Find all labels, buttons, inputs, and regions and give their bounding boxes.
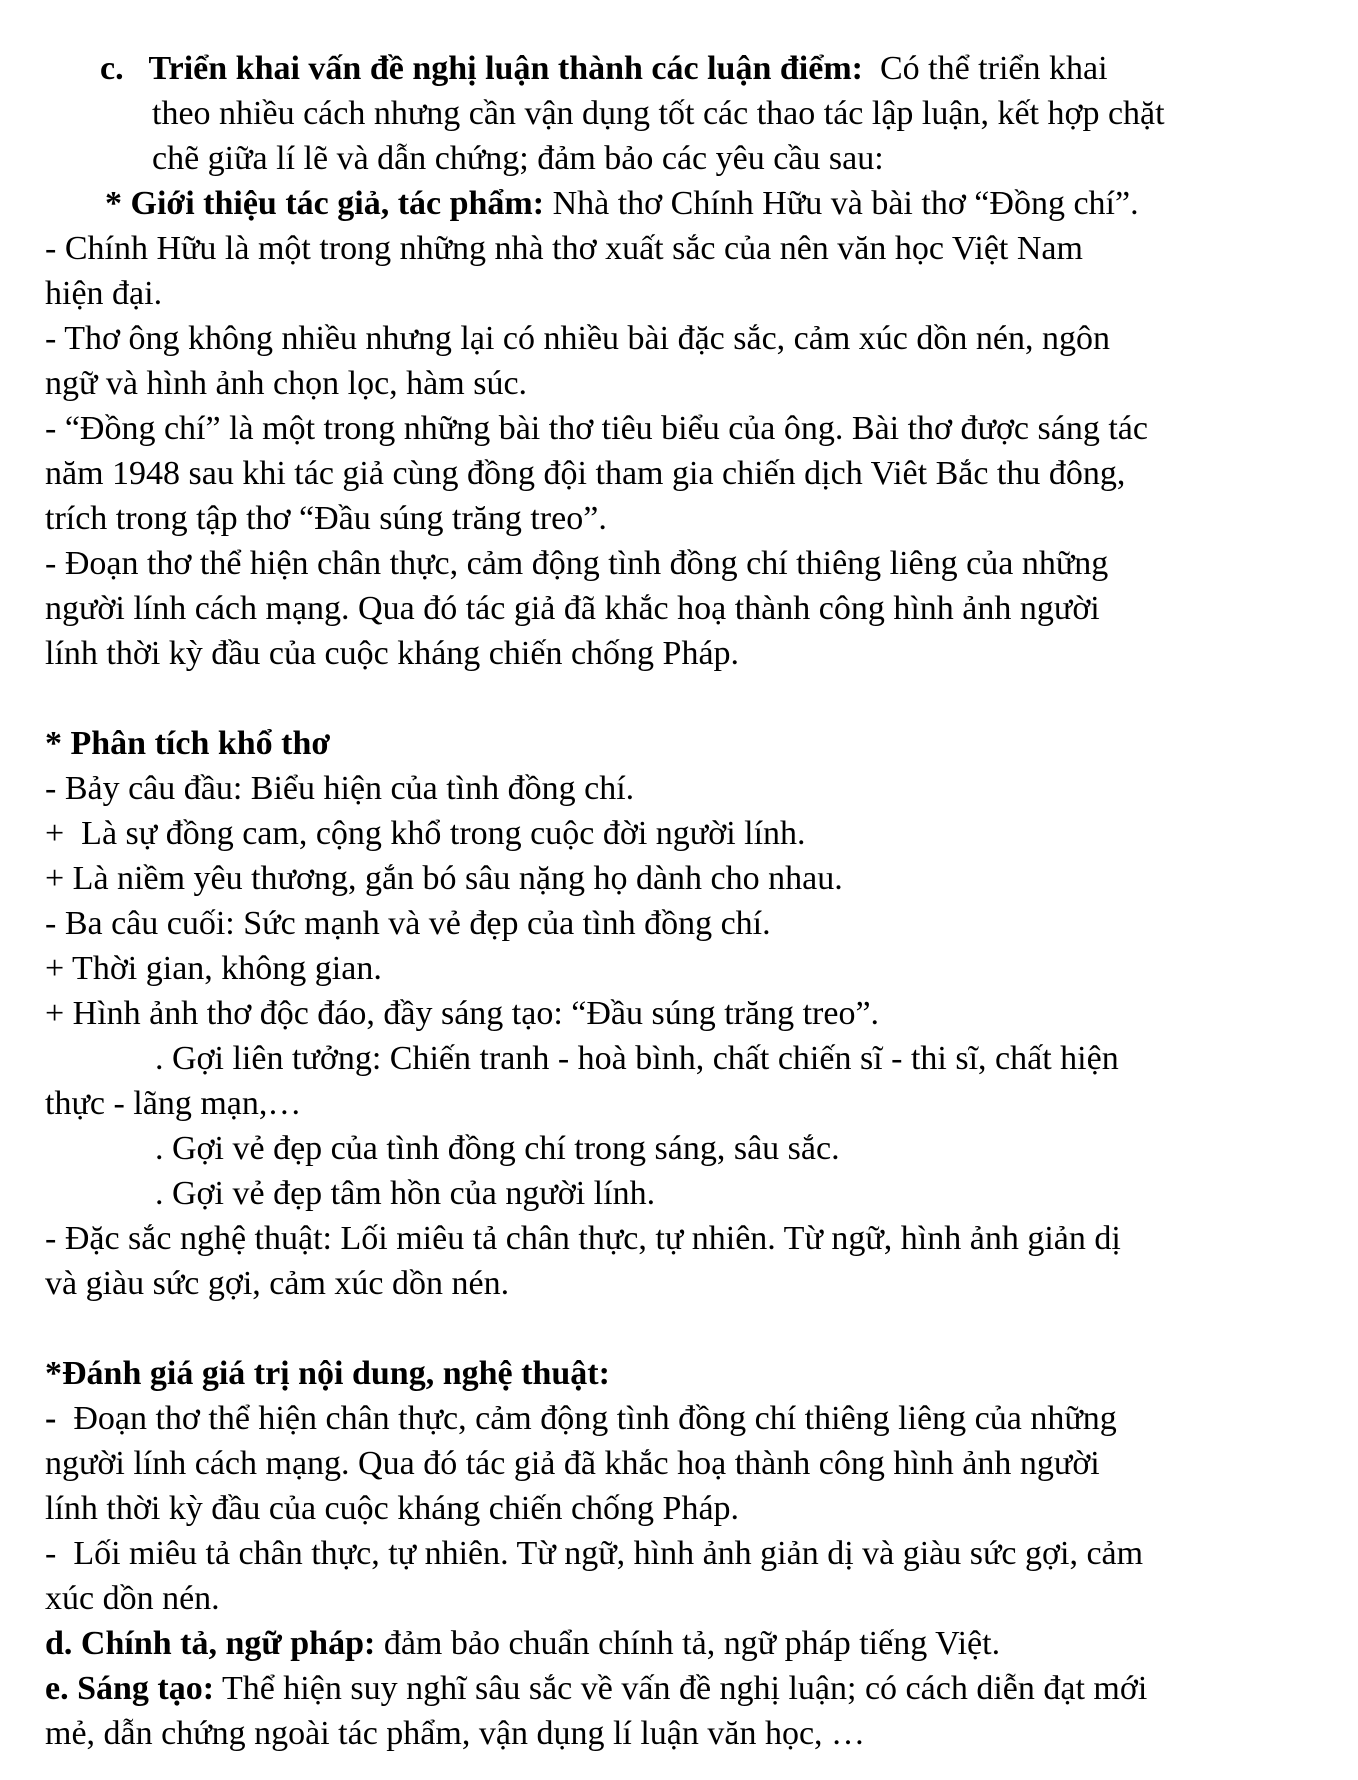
phan-tich-point-thoi-gian: + Thời gian, không gian.	[45, 950, 382, 987]
danh-gia-point-2-line-2: xúc dồn nén.	[45, 1580, 220, 1617]
bullet-dong-chi-line-2: năm 1948 sau khi tác giả cùng đồng đội tham gia chiến dịch Viêt Bắc thu đông,	[45, 455, 1126, 492]
section-c-heading-line	[0, 46, 1358, 91]
section-c-heading-tail: Có thể triển khai	[862, 50, 1108, 87]
gioi-thieu-heading-tail: Nhà thơ Chính Hữu và bài thơ “Đồng chí”.	[544, 185, 1139, 222]
phan-tich-point-ba-cau: - Ba câu cuối: Sức mạnh và vẻ đẹp của tình đồng chí.	[45, 905, 771, 942]
phan-tich-point-niem-yeu-thuong: + Là niềm yêu thương, gắn bó sâu nặng họ dành cho nhau.	[45, 860, 843, 897]
danh-gia-point-2-line-1: - Lối miêu tả chân thực, tự nhiên. Từ ngữ, hình ảnh giản dị và giàu sức gợi, cảm	[45, 1535, 1144, 1572]
phan-tich-heading: * Phân tích khổ thơ	[45, 725, 331, 762]
bullet-doan-tho-line-2: người lính cách mạng. Qua đó tác giả đã khắc hoạ thành công hình ảnh người	[45, 590, 1100, 627]
bullet-doan-tho-line-1: - Đoạn thơ thể hiện chân thực, cảm động tình đồng chí thiêng liêng của những	[45, 545, 1109, 582]
sub-goi-lien-tuong-line-2: thực - lãng mạn,…	[45, 1085, 302, 1122]
bullet-chinh-huu-line-2: hiện đại.	[45, 275, 163, 312]
bullet-tho-ong-line-2: ngữ và hình ảnh chọn lọc, hàm súc.	[45, 365, 528, 402]
gioi-thieu-heading-bold: * Giới thiệu tác giả, tác phẩm:	[105, 185, 545, 222]
section-c-cont-line-2: chẽ giữa lí lẽ và dẫn chứng; đảm bảo các yêu cầu sau:	[152, 140, 884, 177]
bullet-tho-ong-line-1: - Thơ ông không nhiều nhưng lại có nhiều bài đặc sắc, cảm xúc dồn nén, ngôn	[45, 320, 1110, 357]
section-d-heading-bold: d. Chính tả, ngữ pháp:	[45, 1625, 376, 1662]
bullet-doan-tho-line-3: lính thời kỳ đầu của cuộc kháng chiến chống Pháp.	[45, 635, 740, 672]
sub-goi-ve-dep-tinh: . Gợi vẻ đẹp của tình đồng chí trong sáng, sâu sắc.	[155, 1130, 840, 1167]
section-e-line-1	[0, 1666, 1358, 1711]
gioi-thieu-heading-line	[0, 181, 1358, 226]
section-d-text: đảm bảo chuẩn chính tả, ngữ pháp tiếng Việt.	[375, 1625, 1001, 1662]
section-c-heading-bold: c. Triển khai vấn đề nghị luận thành các luận điểm:	[100, 50, 863, 87]
section-e-heading-bold: e. Sáng tạo:	[45, 1670, 215, 1707]
phan-tich-point-hinh-anh: + Hình ảnh thơ độc đáo, đầy sáng tạo: “Đầu súng trăng treo”.	[45, 995, 880, 1032]
section-e-line-2: mẻ, dẫn chứng ngoài tác phẩm, vận dụng lí luận văn học, …	[45, 1715, 866, 1752]
blank-line-1	[0, 676, 1358, 721]
section-e-text-line-1: Thể hiện suy nghĩ sâu sắc về vấn đề nghị luận; có cách diễn đạt mới	[214, 1670, 1148, 1707]
danh-gia-point-1-marker: -	[45, 1400, 57, 1437]
section-d-line	[0, 1621, 1358, 1666]
danh-gia-point-1-line-1	[0, 1396, 1358, 1441]
danh-gia-point-1-line-3: lính thời kỳ đầu của cuộc kháng chiến chống Pháp.	[45, 1490, 740, 1527]
bullet-chinh-huu-line-1: - Chính Hữu là một trong những nhà thơ xuất sắc của nên văn học Việt Nam	[45, 230, 1083, 267]
bullet-dong-chi-line-3: trích trong tập thơ “Đầu súng trăng treo”.	[45, 500, 607, 537]
section-c-cont-line-1: theo nhiều cách nhưng cần vận dụng tốt các thao tác lập luận, kết hợp chặt	[152, 95, 1165, 132]
blank-line-2	[0, 1306, 1358, 1351]
danh-gia-point-1-line-2: người lính cách mạng. Qua đó tác giả đã khắc hoạ thành công hình ảnh người	[45, 1445, 1100, 1482]
phan-tich-point-dong-cam: + Là sự đồng cam, cộng khổ trong cuộc đời người lính.	[45, 815, 806, 852]
bullet-dong-chi-line-1: - “Đồng chí” là một trong những bài thơ tiêu biểu của ông. Bài thơ được sáng tác	[45, 410, 1148, 447]
danh-gia-heading: *Đánh giá giá trị nội dung, nghệ thuật:	[45, 1355, 610, 1392]
phan-tich-point-bay-cau: - Bảy câu đầu: Biểu hiện của tình đồng chí.	[45, 770, 635, 807]
document-page	[0, 46, 1358, 1756]
danh-gia-point-1-text: Đoạn thơ thể hiện chân thực, cảm động tình đồng chí thiêng liêng của những	[56, 1400, 1117, 1437]
phan-tich-conclusion-line-2: và giàu sức gợi, cảm xúc dồn nén.	[45, 1265, 510, 1302]
sub-goi-ve-dep-tam-hon: . Gợi vẻ đẹp tâm hồn của người lính.	[155, 1175, 656, 1212]
phan-tich-conclusion-line-1: - Đặc sắc nghệ thuật: Lối miêu tả chân thực, tự nhiên. Từ ngữ, hình ảnh giản dị	[45, 1220, 1121, 1257]
sub-goi-lien-tuong-line-1: . Gợi liên tưởng: Chiến tranh - hoà bình, chất chiến sĩ - thi sĩ, chất hiện	[155, 1040, 1119, 1077]
